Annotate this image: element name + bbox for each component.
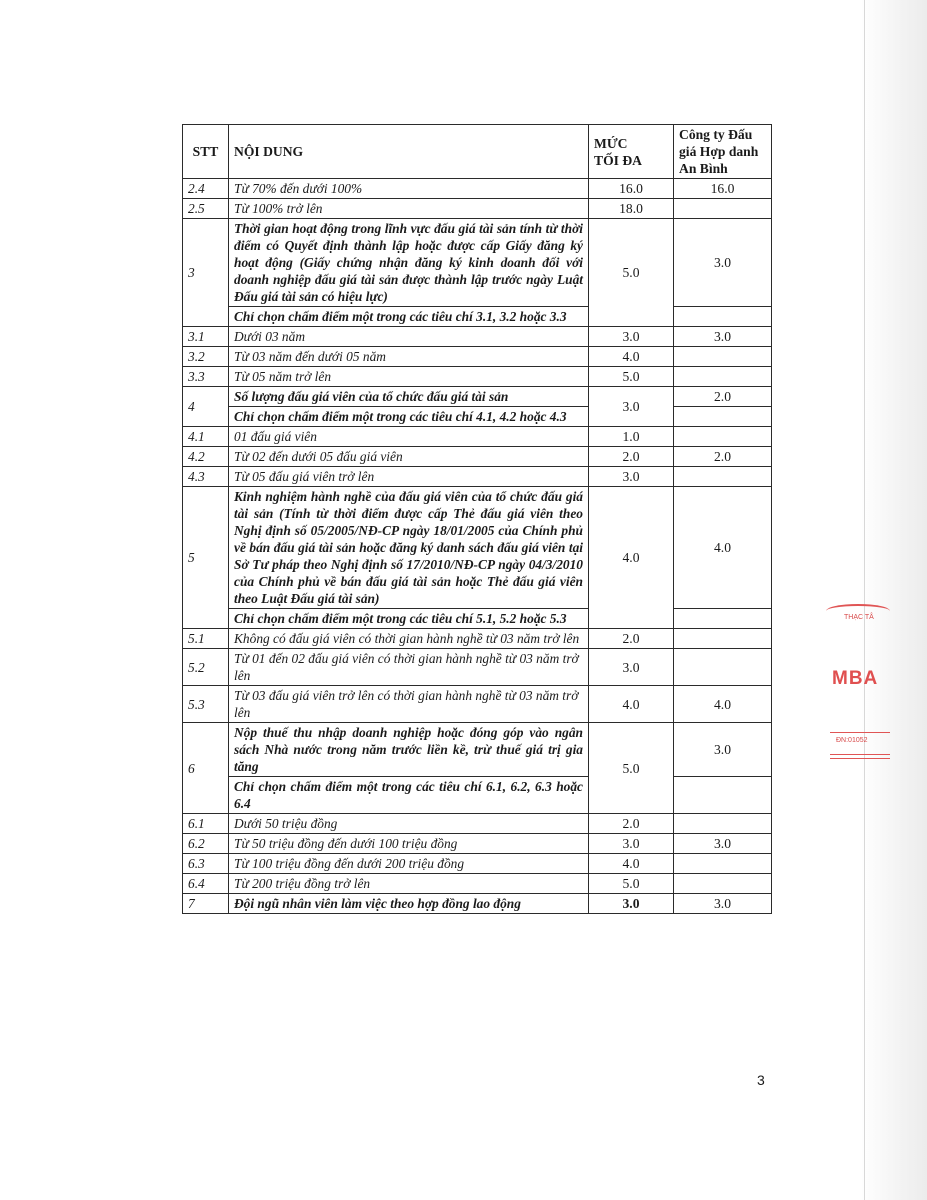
row-note: Chỉ chọn chấm điểm một trong các tiêu chí 6.1, 6.2, 6.3 hoặc 6.4: [229, 777, 589, 814]
stamp-line-bottom: [830, 754, 890, 755]
row-content: Từ 100% trở lên: [229, 199, 589, 219]
row-max: 3.0: [589, 327, 674, 347]
row-score: [674, 199, 772, 219]
table-row: [183, 327, 772, 347]
header-row: [183, 125, 772, 179]
row-stt: 3.1: [183, 327, 229, 347]
row-max: 2.0: [589, 814, 674, 834]
row-content: Không có đấu giá viên có thời gian hành nghề từ 03 năm trở lên: [229, 629, 589, 649]
row-content: Từ 50 triệu đồng đến dưới 100 triệu đồng: [229, 834, 589, 854]
row-content: 01 đấu giá viên: [229, 427, 589, 447]
row-stt: 6.3: [183, 854, 229, 874]
row-content: Từ 03 đấu giá viên trở lên có thời gian hành nghề từ 03 năm trở lên: [229, 686, 589, 723]
row-max: 3.0: [589, 467, 674, 487]
table-row: [183, 629, 772, 649]
row-stt: 3: [183, 219, 229, 327]
row-stt: 5.1: [183, 629, 229, 649]
table-row: [183, 347, 772, 367]
stamp-bottom-text: ĐN:01052: [836, 737, 868, 744]
row-score: [674, 649, 772, 686]
row-content: Từ 100 triệu đồng đến dưới 200 triệu đồng: [229, 854, 589, 874]
table-row: [183, 199, 772, 219]
row-content: Dưới 03 năm: [229, 327, 589, 347]
row-content: Từ 02 đến dưới 05 đấu giá viên: [229, 447, 589, 467]
table-row-note: [183, 407, 772, 427]
stamp-line-top: [830, 732, 890, 733]
row-stt: 6.1: [183, 814, 229, 834]
row-stt: 2.4: [183, 179, 229, 199]
row-max: 3.0: [589, 834, 674, 854]
header-max: [589, 125, 674, 179]
row-stt: 3.3: [183, 367, 229, 387]
table-row: [183, 834, 772, 854]
row-stt: 5.2: [183, 649, 229, 686]
row-score: [674, 874, 772, 894]
table-row: [183, 447, 772, 467]
row-max: 5.0: [589, 219, 674, 327]
row-score: [674, 854, 772, 874]
header-max-line1: MỨC: [594, 135, 628, 151]
row-content: Từ 05 đấu giá viên trở lên: [229, 467, 589, 487]
row-max: 4.0: [589, 487, 674, 629]
table-row: [183, 686, 772, 723]
header-company: Công ty Đấu giá Hợp danh An Bình: [674, 125, 772, 179]
row-max: 3.0: [589, 387, 674, 427]
row-content: Thời gian hoạt động trong lĩnh vực đấu giá tài sản tính từ thời điểm có Quyết định thành lập hoặc được cấp Giấy đăng ký hoạt động (Giấy chứng nhận đăng ký kinh doanh đối với doanh nghiệp đấu giá tài sản được thành lập trước ngày Luật Đấu giá tài sản có hiệu lực): [229, 219, 589, 307]
row-score: [674, 367, 772, 387]
row-score: [674, 347, 772, 367]
row-max: 5.0: [589, 874, 674, 894]
header-content: NỘI DUNG: [229, 125, 589, 179]
row-stt: 5.3: [183, 686, 229, 723]
row-stt: 6.4: [183, 874, 229, 894]
row-note: Chỉ chọn chấm điểm một trong các tiêu chí 5.1, 5.2 hoặc 5.3: [229, 609, 589, 629]
table-row-note: [183, 609, 772, 629]
row-score: [674, 814, 772, 834]
row-score: [674, 467, 772, 487]
stamp-top-text: THẠC TÂ: [844, 614, 874, 621]
row-content: Đội ngũ nhân viên làm việc theo hợp đồng lao động: [229, 894, 589, 914]
row-stt: 7: [183, 894, 229, 914]
row-score: 2.0: [674, 447, 772, 467]
row-content: Dưới 50 triệu đồng: [229, 814, 589, 834]
header-stt: STT: [183, 125, 229, 179]
row-max: 5.0: [589, 723, 674, 814]
table-row: [183, 219, 772, 307]
row-score: 4.0: [674, 686, 772, 723]
row-max: 18.0: [589, 199, 674, 219]
stamp-bottom: [826, 732, 896, 766]
scoring-table: [182, 124, 772, 914]
row-max: 3.0: [589, 894, 674, 914]
row-score: 3.0: [674, 723, 772, 777]
row-stt: 4.2: [183, 447, 229, 467]
row-max: 4.0: [589, 854, 674, 874]
stamp-top: [826, 604, 896, 628]
row-max: 16.0: [589, 179, 674, 199]
table-row: [183, 179, 772, 199]
row-score: 2.0: [674, 387, 772, 407]
table-row: [183, 854, 772, 874]
row-score-empty: [674, 777, 772, 814]
row-note: Chỉ chọn chấm điểm một trong các tiêu chí 3.1, 3.2 hoặc 3.3: [229, 307, 589, 327]
row-stt: 6: [183, 723, 229, 814]
stamp-line-bottom2: [830, 758, 890, 759]
row-score: 3.0: [674, 894, 772, 914]
row-max: 1.0: [589, 427, 674, 447]
row-score-empty: [674, 407, 772, 427]
row-max: 5.0: [589, 367, 674, 387]
row-content: Từ 03 năm đến dưới 05 năm: [229, 347, 589, 367]
row-content: Từ 70% đến dưới 100%: [229, 179, 589, 199]
table-row-note: [183, 777, 772, 814]
row-content: Từ 01 đến 02 đấu giá viên có thời gian hành nghề từ 03 năm trở lên: [229, 649, 589, 686]
row-score: 16.0: [674, 179, 772, 199]
row-score-empty: [674, 307, 772, 327]
table-row: [183, 487, 772, 609]
row-content: Nộp thuế thu nhập doanh nghiệp hoặc đóng góp vào ngân sách Nhà nước trong năm trước liền kề, trừ thuế giá trị gia tăng: [229, 723, 589, 777]
table-row: [183, 874, 772, 894]
row-stt: 2.5: [183, 199, 229, 219]
row-max: 4.0: [589, 686, 674, 723]
page-number: 3: [757, 1072, 765, 1088]
scan-edge: [861, 0, 927, 1200]
row-score: [674, 629, 772, 649]
scan-fold-line: [864, 0, 865, 1200]
row-max: 2.0: [589, 629, 674, 649]
stamp-logo-text: MBA: [832, 668, 879, 689]
row-content: Số lượng đấu giá viên của tổ chức đấu giá tài sản: [229, 387, 589, 407]
row-stt: 4: [183, 387, 229, 427]
table-row: [183, 367, 772, 387]
row-stt: 4.3: [183, 467, 229, 487]
row-note: Chỉ chọn chấm điểm một trong các tiêu chí 4.1, 4.2 hoặc 4.3: [229, 407, 589, 427]
table-row: [183, 649, 772, 686]
table-row: [183, 427, 772, 447]
table-row: [183, 723, 772, 777]
row-score-empty: [674, 609, 772, 629]
row-content: Từ 200 triệu đồng trở lên: [229, 874, 589, 894]
row-max: 3.0: [589, 649, 674, 686]
row-score: 4.0: [674, 487, 772, 609]
table-row: [183, 814, 772, 834]
row-stt: 4.1: [183, 427, 229, 447]
table-row: [183, 387, 772, 407]
table-row-note: [183, 307, 772, 327]
header-max-line2: TỐI ĐA: [594, 152, 642, 168]
row-stt: 6.2: [183, 834, 229, 854]
row-stt: 5: [183, 487, 229, 629]
row-score: 3.0: [674, 327, 772, 347]
row-content: Từ 05 năm trở lên: [229, 367, 589, 387]
row-max: 2.0: [589, 447, 674, 467]
row-score: [674, 427, 772, 447]
row-content: Kinh nghiệm hành nghề của đấu giá viên của tổ chức đấu giá tài sản (Tính từ thời điểm được cấp Thẻ đấu giá viên theo Nghị định số 05/2005/NĐ-CP ngày 18/01/2005 của Chính phủ về bán đấu giá tài sản hoặc đăng ký danh sách đấu giá viên tại Sở Tư pháp theo Nghị định số 17/2010/NĐ-CP ngày 04/3/2010 của Chính phủ về bán đấu giá tài sản hoặc Thẻ đấu giá viên theo Luật Đấu giá tài sản): [229, 487, 589, 609]
row-score: 3.0: [674, 219, 772, 307]
row-score: 3.0: [674, 834, 772, 854]
row-stt: 3.2: [183, 347, 229, 367]
row-max: 4.0: [589, 347, 674, 367]
table-row: [183, 894, 772, 914]
table-row: [183, 467, 772, 487]
